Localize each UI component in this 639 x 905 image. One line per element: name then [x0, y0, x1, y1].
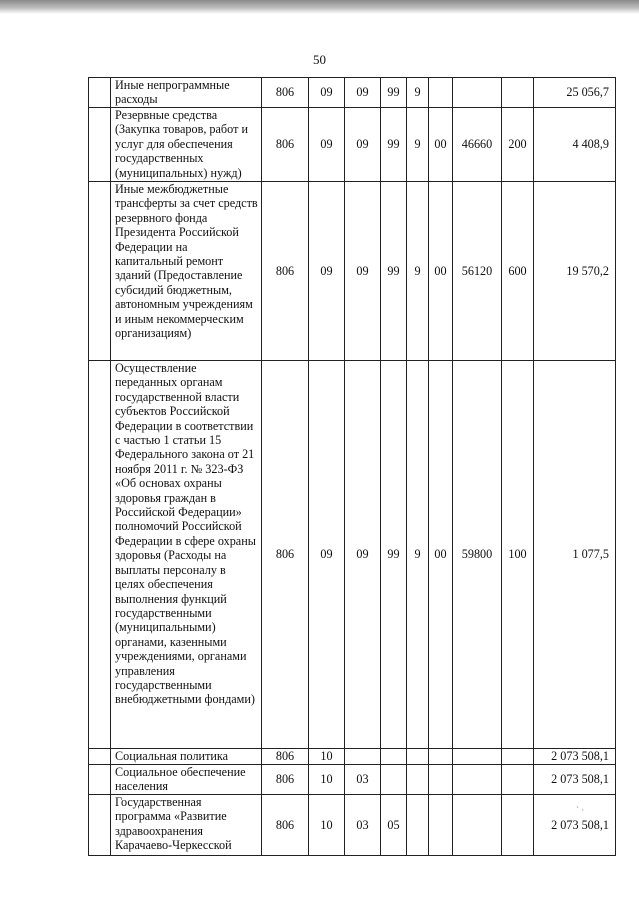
table-row	[89, 749, 616, 765]
expense-name-cell: Осуществление переданных органам государственной власти субъектов Российской Федерации в соответствии с частью 1 статьи 15 Федерального закона от 21 ноября 2011 г. № 323-ФЗ «Об основах охраны здоровья граждан в Российской Федерации» полномочий Российской Федерации в сфере охраны здоровья (Расходы на выплаты персоналу в целях обеспечения выполнения функций государственными (муниципальными) органами, казенными учреждениями, органами управления государственными внебюджетными фондами)	[111, 361, 262, 749]
amount-cell: 4 408,9	[534, 108, 616, 182]
row-index-cell	[89, 78, 111, 108]
table-row	[89, 78, 616, 108]
direction-code-cell	[429, 765, 453, 795]
section-code-cell: 09	[309, 78, 345, 108]
ministry-code-cell: 806	[262, 765, 309, 795]
program-code-cell: 99	[381, 182, 407, 361]
ministry-code-cell: 806	[262, 182, 309, 361]
subprogram-code-cell: 9	[407, 108, 429, 182]
row-index-cell	[89, 765, 111, 795]
target-code-cell	[453, 765, 502, 795]
amount-cell: 19 570,2	[534, 182, 616, 361]
subsection-code-cell: 09	[345, 361, 381, 749]
program-code-cell: 99	[381, 361, 407, 749]
target-code-cell: 46660	[453, 108, 502, 182]
program-code-cell: 99	[381, 108, 407, 182]
direction-code-cell: 00	[429, 108, 453, 182]
section-code-cell: 10	[309, 795, 345, 856]
subsection-code-cell: 09	[345, 78, 381, 108]
expense-name-cell: Социальное обеспечение населения	[111, 765, 262, 795]
table-row	[89, 765, 616, 795]
page-number: 50	[313, 52, 326, 67]
amount-cell: 1 077,5	[534, 361, 616, 749]
expense-name-cell: Резервные средства (Закупка товаров, работ и услуг для обеспечения государственных (муниципальных) нужд)	[111, 108, 262, 182]
program-code-cell: 05	[381, 795, 407, 856]
expense-type-cell	[502, 765, 534, 795]
subprogram-code-cell: 9	[407, 182, 429, 361]
expense-name-cell: Иные непрограммные расходы	[111, 78, 262, 108]
ministry-code-cell: 806	[262, 108, 309, 182]
section-code-cell: 10	[309, 765, 345, 795]
row-index-cell	[89, 182, 111, 361]
table-row	[89, 361, 616, 749]
direction-code-cell: 00	[429, 182, 453, 361]
ministry-code-cell: 806	[262, 361, 309, 749]
ministry-code-cell: 806	[262, 795, 309, 856]
subprogram-code-cell: 9	[407, 361, 429, 749]
section-code-cell: 09	[309, 182, 345, 361]
budget-table	[88, 77, 616, 856]
target-code-cell: 59800	[453, 361, 502, 749]
scan-top-edge	[0, 0, 639, 14]
budget-table-body	[89, 78, 616, 856]
program-code-cell	[381, 765, 407, 795]
subprogram-code-cell	[407, 749, 429, 765]
expense-name-cell: Социальная политика	[111, 749, 262, 765]
expense-type-cell	[502, 78, 534, 108]
expense-name-cell: Государственная программа «Развитие здравоохранения Карачаево-Черкесской	[111, 795, 262, 856]
subsection-code-cell: 03	[345, 795, 381, 856]
subprogram-code-cell	[407, 765, 429, 795]
amount-cell: 2 073 508,1	[534, 795, 616, 856]
ministry-code-cell: 806	[262, 749, 309, 765]
expense-type-cell: 100	[502, 361, 534, 749]
table-row	[89, 182, 616, 361]
table-row	[89, 795, 616, 856]
expense-name-cell: Иные межбюджетные трансферты за счет средств резервного фонда Президента Российской Федерации на капитальный ремонт зданий (Предоставление субсидий бюджетным, автономным учреждениям и иным некоммерческим организациям)	[111, 182, 262, 361]
scan-smudge: ` ·	[576, 805, 585, 815]
ministry-code-cell: 806	[262, 78, 309, 108]
subprogram-code-cell	[407, 795, 429, 856]
section-code-cell: 09	[309, 108, 345, 182]
expense-type-cell	[502, 795, 534, 856]
amount-cell: 2 073 508,1	[534, 765, 616, 795]
direction-code-cell	[429, 795, 453, 856]
expense-type-cell: 200	[502, 108, 534, 182]
target-code-cell	[453, 795, 502, 856]
table-row	[89, 108, 616, 182]
section-code-cell: 10	[309, 749, 345, 765]
program-code-cell: 99	[381, 78, 407, 108]
subsection-code-cell: 03	[345, 765, 381, 795]
section-code-cell: 09	[309, 361, 345, 749]
expense-type-cell	[502, 749, 534, 765]
amount-cell: 25 056,7	[534, 78, 616, 108]
amount-cell: 2 073 508,1	[534, 749, 616, 765]
row-index-cell	[89, 108, 111, 182]
program-code-cell	[381, 749, 407, 765]
subsection-code-cell	[345, 749, 381, 765]
direction-code-cell: 00	[429, 361, 453, 749]
row-index-cell	[89, 361, 111, 749]
expense-type-cell: 600	[502, 182, 534, 361]
target-code-cell	[453, 78, 502, 108]
subsection-code-cell: 09	[345, 108, 381, 182]
direction-code-cell	[429, 78, 453, 108]
subsection-code-cell: 09	[345, 182, 381, 361]
target-code-cell: 56120	[453, 182, 502, 361]
row-index-cell	[89, 795, 111, 856]
subprogram-code-cell: 9	[407, 78, 429, 108]
row-index-cell	[89, 749, 111, 765]
direction-code-cell	[429, 749, 453, 765]
target-code-cell	[453, 749, 502, 765]
